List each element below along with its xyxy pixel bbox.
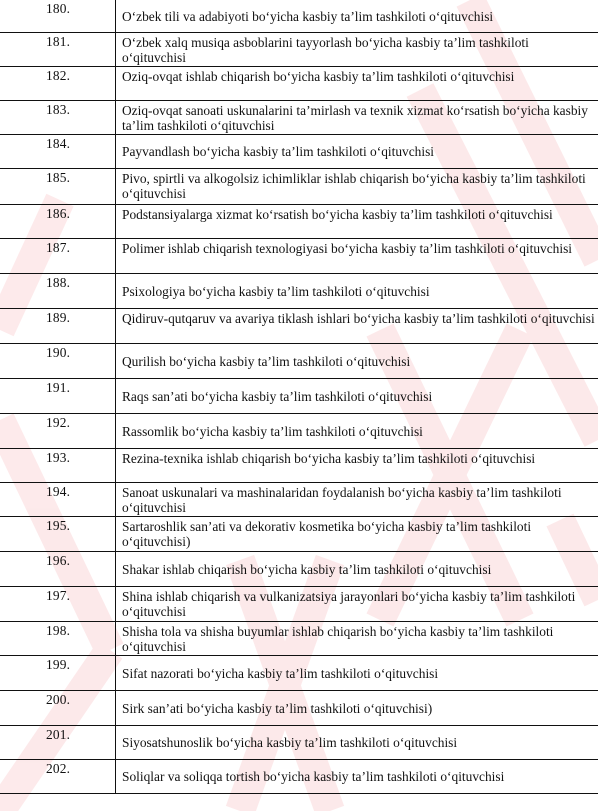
row-profession-title: Rassomlik bo‘yicha kasbiy ta’lim tashkiloti o‘qituvchisi: [116, 414, 598, 449]
row-number: 193.: [0, 449, 116, 483]
row-profession-title: Sifat nazorati bo‘yicha kasbiy ta’lim tashkiloti o‘qituvchisi: [116, 656, 598, 691]
row-number: 186.: [0, 205, 116, 239]
row-number: 192.: [0, 414, 116, 449]
row-number: 180.: [0, 0, 116, 33]
row-number: 197.: [0, 587, 116, 622]
row-number: 194.: [0, 483, 116, 517]
table-row: [0, 239, 598, 274]
row-profession-title: Raqs san’ati bo‘yicha kasbiy ta’lim tashkiloti o‘qituvchisi: [116, 379, 598, 414]
table-row: [0, 622, 598, 656]
row-number: 191.: [0, 379, 116, 414]
table-row: [0, 656, 598, 691]
row-number: 185.: [0, 169, 116, 205]
row-profession-title: Psixologiya bo‘yicha kasbiy ta’lim tashkiloti o‘qituvchisi: [116, 274, 598, 309]
row-profession-title: Soliqlar va soliqqa tortish bo‘yicha kasbiy ta’lim tashkiloti o‘qituvchisi: [116, 760, 598, 794]
table-row: [0, 587, 598, 622]
row-number: 202.: [0, 760, 116, 794]
table-row: [0, 33, 598, 67]
row-profession-title: Podstansiyalarga xizmat ko‘rsatish bo‘yicha kasbiy ta’lim tashkiloti o‘qituvchisi: [116, 205, 598, 239]
row-profession-title: Sanoat uskunalari va mashinalaridan foydalanish bo‘yicha kasbiy ta’lim tashkiloti o‘qituvchisi: [116, 483, 598, 517]
row-number: 187.: [0, 239, 116, 274]
row-number: 195.: [0, 517, 116, 552]
row-number: 198.: [0, 622, 116, 656]
row-profession-title: Siyosatshunoslik bo‘yicha kasbiy ta’lim tashkiloti o‘qituvchisi: [116, 726, 598, 760]
table-row: [0, 517, 598, 552]
table-row: [0, 101, 598, 135]
table-row: [0, 379, 598, 414]
row-profession-title: Qurilish bo‘yicha kasbiy ta’lim tashkiloti o‘qituvchisi: [116, 344, 598, 379]
row-number: 196.: [0, 552, 116, 587]
row-number: 183.: [0, 101, 116, 135]
row-number: 184.: [0, 135, 116, 169]
table-row: [0, 449, 598, 483]
row-profession-title: Shina ishlab chiqarish va vulkanizatsiya jarayonlari bo‘yicha kasbiy ta’lim tashkiloti o‘qituvchisi: [116, 587, 598, 622]
table-row: [0, 483, 598, 517]
table-row: [0, 691, 598, 726]
row-number: 199.: [0, 656, 116, 691]
table-row: [0, 135, 598, 169]
row-profession-title: Oziq-ovqat sanoati uskunalarini ta’mirlash va texnik xizmat ko‘rsatish bo‘yicha kasbiy ta’lim tashkiloti o‘qituvchisi: [116, 101, 598, 135]
row-profession-title: Shakar ishlab chiqarish bo‘yicha kasbiy ta’lim tashkiloti o‘qituvchisi: [116, 552, 598, 587]
table-row: [0, 414, 598, 449]
table-row: [0, 309, 598, 344]
row-profession-title: O‘zbek tili va adabiyoti bo‘yicha kasbiy ta’lim tashkiloti o‘qituvchisi: [116, 0, 598, 33]
table-row: [0, 274, 598, 309]
row-profession-title: Shisha tola va shisha buyumlar ishlab chiqarish bo‘yicha kasbiy ta’lim tashkiloti o‘qituvchisi: [116, 622, 598, 656]
row-number: 189.: [0, 309, 116, 344]
row-number: 190.: [0, 344, 116, 379]
table-row: [0, 205, 598, 239]
table-row: [0, 760, 598, 794]
table-row: [0, 344, 598, 379]
row-profession-title: Pivo, spirtli va alkogolsiz ichimliklar ishlab chiqarish bo‘yicha kasbiy ta’lim tashkiloti o‘qituvchisi: [116, 169, 598, 205]
table-row: [0, 552, 598, 587]
row-number: 188.: [0, 274, 116, 309]
table-row: [0, 169, 598, 205]
row-number: 182.: [0, 67, 116, 101]
table-row: [0, 0, 598, 33]
row-profession-title: Qidiruv-qutqaruv va avariya tiklash ishlari bo‘yicha kasbiy ta’lim tashkiloti o‘qituvchisi: [116, 309, 598, 344]
table-row: [0, 67, 598, 101]
row-profession-title: Sartaroshlik san’ati va dekorativ kosmetika bo‘yicha kasbiy ta’lim tashkiloti o‘qituvchisi): [116, 517, 598, 552]
row-profession-title: Oziq-ovqat ishlab chiqarish bo‘yicha kasbiy ta’lim tashkiloti o‘qituvchisi: [116, 67, 598, 101]
row-profession-title: O‘zbek xalq musiqa asboblarini tayyorlash bo‘yicha kasbiy ta’lim tashkiloti o‘qituvchisi: [116, 33, 598, 67]
row-profession-title: Rezina-texnika ishlab chiqarish bo‘yicha kasbiy ta’lim tashkiloti o‘qituvchisi: [116, 449, 598, 483]
row-profession-title: Sirk san’ati bo‘yicha kasbiy ta’lim tashkiloti o‘qituvchisi): [116, 691, 598, 726]
row-profession-title: Polimer ishlab chiqarish texnologiyasi bo‘yicha kasbiy ta’lim tashkiloti o‘qituvchisi: [116, 239, 598, 274]
row-number: 201.: [0, 726, 116, 760]
row-profession-title: Payvandlash bo‘yicha kasbiy ta’lim tashkiloti o‘qituvchisi: [116, 135, 598, 169]
table-row: [0, 726, 598, 760]
row-number: 200.: [0, 691, 116, 726]
row-number: 181.: [0, 33, 116, 67]
